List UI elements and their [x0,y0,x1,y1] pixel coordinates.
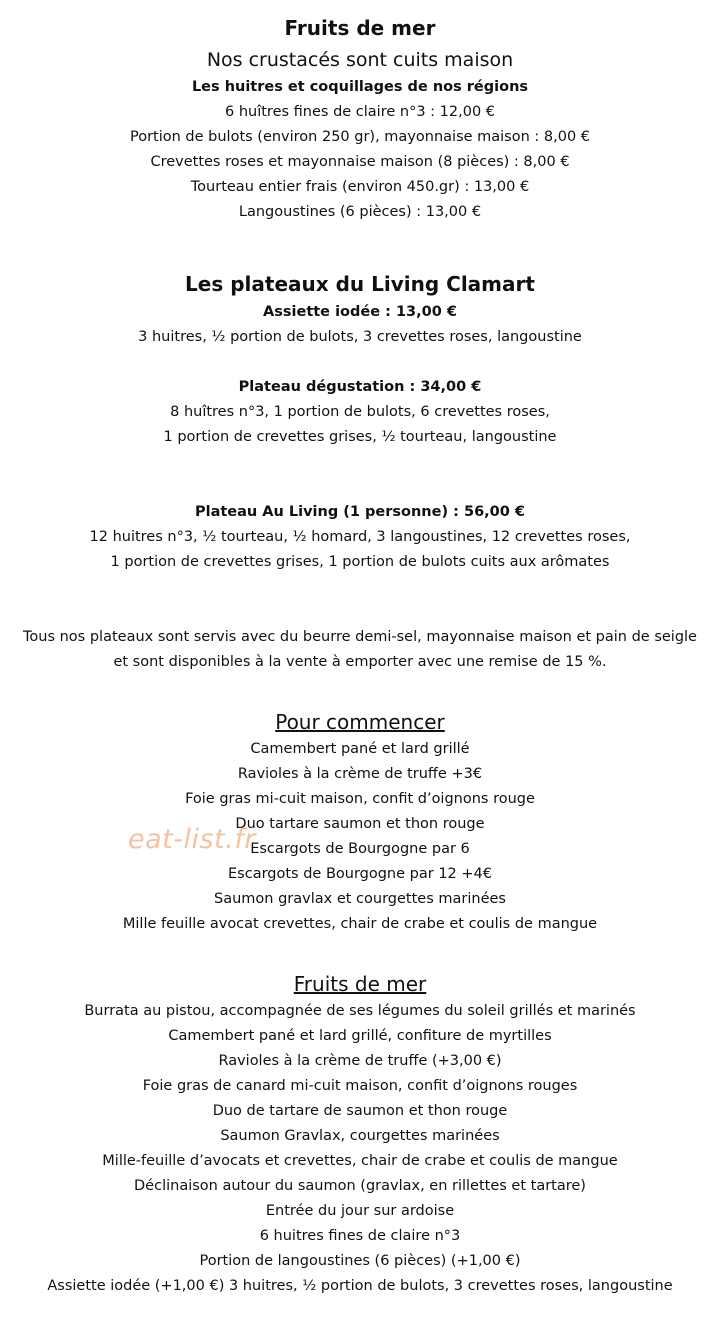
menu-item: 6 huitres fines de claire n°3 [259,1228,461,1244]
menu-item: Foie gras mi-cuit maison, confit d’oignons rouge [185,791,535,807]
plateau-title: Plateau Au Living (1 personne) : 56,00 € [194,504,525,520]
plateau-desc: 12 huitres n°3, ½ tourteau, ½ homard, 3 langoustines, 12 crevettes roses, [89,529,631,545]
section-title-plateaux: Les plateaux du Living Clamart [185,272,535,296]
menu-item: 6 huîtres fines de claire n°3 : 12,00 € [225,104,495,120]
menu-item: Burrata au pistou, accompagnée de ses légumes du soleil grillés et marinés [84,1003,636,1019]
menu-item: Portion de bulots (environ 250 gr), mayonnaise maison : 8,00 € [129,129,591,145]
plateau-note: Tous nos plateaux sont servis avec du beurre demi-sel, mayonnaise maison et pain de seigle [23,629,697,645]
menu-item: Camembert pané et lard grillé, confiture de myrtilles [168,1028,552,1044]
menu-item: Ravioles à la crème de truffe +3€ [237,766,483,782]
menu-item: Mille feuille avocat crevettes, chair de crabe et coulis de mangue [122,916,598,932]
menu-item: Escargots de Bourgogne par 12 +4€ [228,866,492,882]
watermark: eat-list.fr [128,824,256,855]
menu-item: Ravioles à la crème de truffe (+3,00 €) [218,1053,502,1069]
menu-item: Portion de langoustines (6 pièces) (+1,00 €) [199,1253,521,1269]
menu-item: Entrée du jour sur ardoise [265,1203,455,1219]
menu-item: Escargots de Bourgogne par 6 [250,841,470,857]
plateau-note: et sont disponibles à la vente à emporter avec une remise de 15 %. [113,654,607,670]
menu-item: Foie gras de canard mi-cuit maison, confit d’oignons rouges [142,1078,578,1094]
menu-item: Assiette iodée (+1,00 €) 3 huitres, ½ portion de bulots, 3 crevettes roses, langoustine [47,1278,673,1294]
section-title-fruits-de-mer-2: Fruits de mer [293,972,427,996]
menu-item: Saumon Gravlax, courgettes marinées [220,1128,500,1144]
menu-item: Déclinaison autour du saumon (gravlax, en rillettes et tartare) [134,1178,586,1194]
menu-item: Saumon gravlax et courgettes marinées [214,891,506,907]
plateau-title: Plateau dégustation : 34,00 € [238,379,482,395]
menu-item: Camembert pané et lard grillé [250,741,470,757]
menu-item: Duo tartare saumon et thon rouge [235,816,485,832]
menu-item: Langoustines (6 pièces) : 13,00 € [238,204,482,220]
plateau-desc: 8 huîtres n°3, 1 portion de bulots, 6 crevettes roses, [170,404,550,420]
plateau-desc: 1 portion de crevettes grises, ½ tourteau, langoustine [163,429,557,445]
section-title-pour-commencer: Pour commencer [275,710,445,734]
menu-item: Mille-feuille d’avocats et crevettes, chair de crabe et coulis de mangue [102,1153,618,1169]
section-heading: Les huitres et coquillages de nos régions [191,79,529,95]
section-title-fruits-de-mer: Fruits de mer [284,16,436,40]
menu-item: Tourteau entier frais (environ 450.gr) : 13,00 € [190,179,530,195]
menu-item: Crevettes roses et mayonnaise maison (8 pièces) : 8,00 € [150,154,570,170]
plateau-desc: 3 huitres, ½ portion de bulots, 3 crevettes roses, langoustine [138,329,582,345]
plateau-title: Assiette iodée : 13,00 € [263,304,457,320]
plateau-desc: 1 portion de crevettes grises, 1 portion de bulots cuits aux arômates [110,554,610,570]
menu-item: Duo de tartare de saumon et thon rouge [212,1103,508,1119]
section-subtitle: Nos crustacés sont cuits maison [206,49,514,71]
